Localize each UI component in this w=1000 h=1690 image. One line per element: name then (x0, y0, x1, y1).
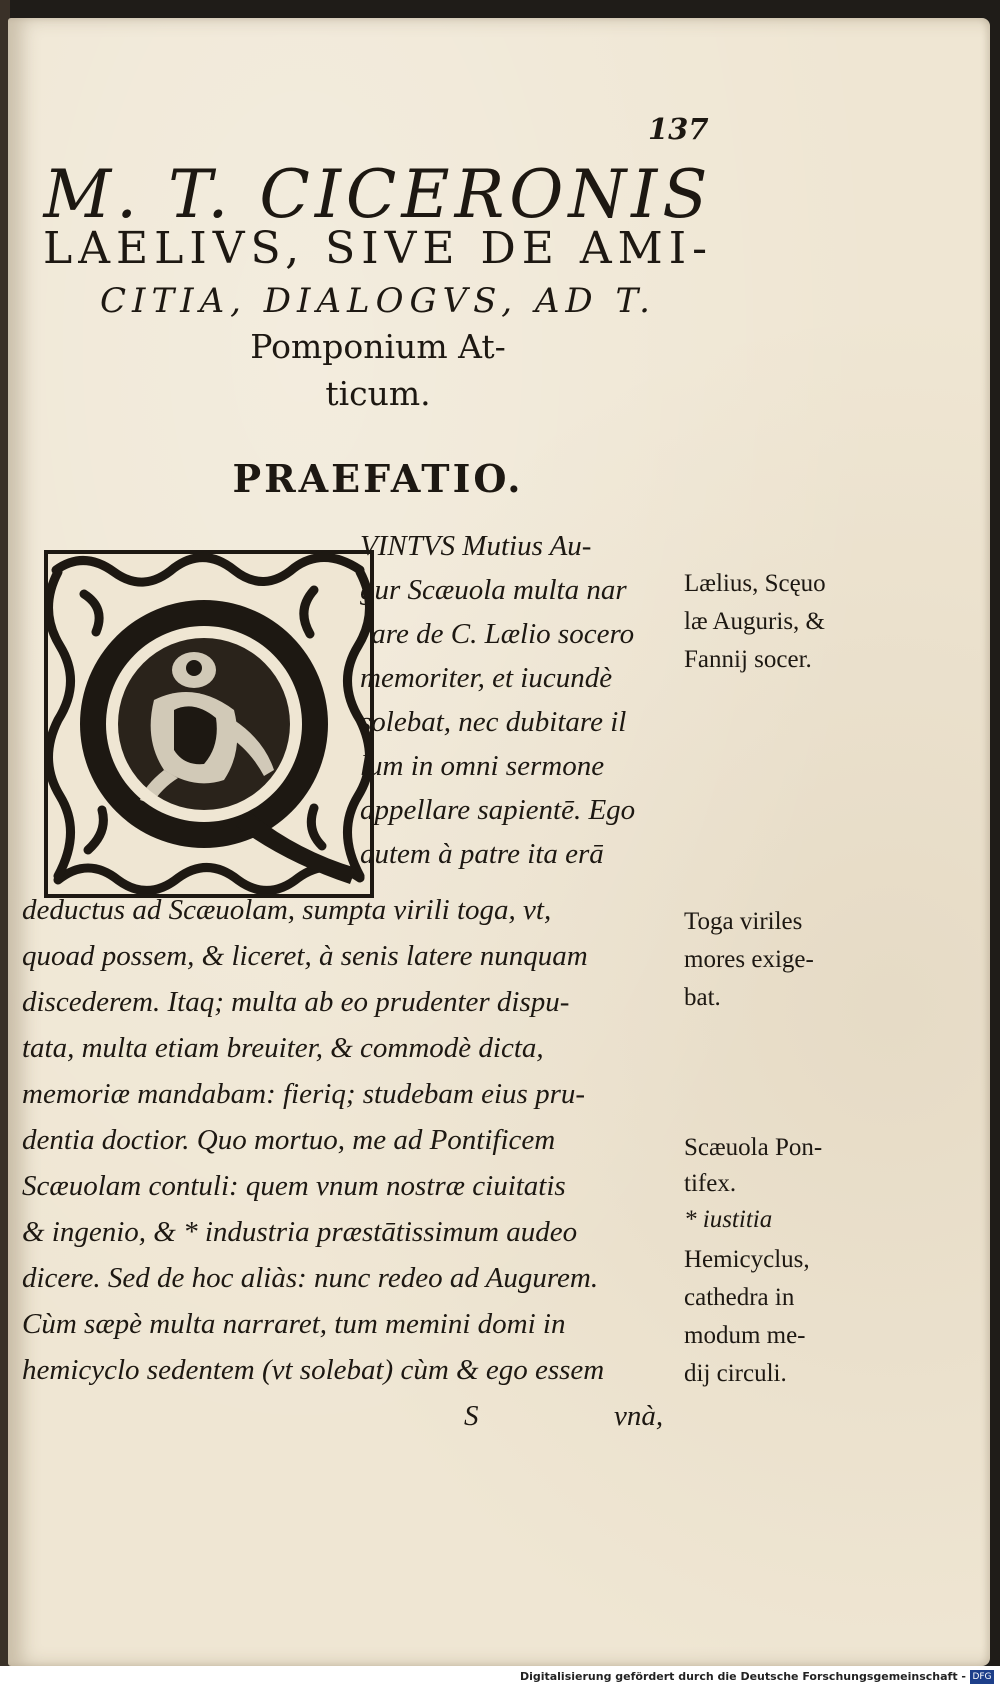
margin-note-line: * iustitia (684, 1206, 773, 1233)
body-line: & ingenio, & * industria præstātissimum audeo (22, 1216, 578, 1248)
title-line-3: CITIA, DIALOGVS, AD T. (100, 281, 656, 321)
margin-note-line: tifex. (684, 1170, 737, 1197)
body-line: dicere. Sed de hoc aliàs: nunc redeo ad Augurem. (22, 1262, 599, 1294)
body-line: Scæuolam contuli: quem vnum nostræ ciuitatis (22, 1170, 566, 1202)
margin-note-line: Lælius, Scęuo (684, 570, 826, 597)
signature-mark: S (464, 1400, 479, 1432)
body-line: gur Scæuola multa nar (360, 574, 627, 606)
margin-note-line: Hemicyclus, (684, 1246, 810, 1273)
body-line: tata, multa etiam breuiter, & commodè dicta, (22, 1032, 544, 1064)
body-line: deductus ad Scæuolam, sumpta virili toga, vt, (22, 894, 552, 926)
body-line: VINTVS Mutius Au- (360, 530, 592, 562)
margin-note-line: læ Auguris, & (684, 608, 825, 635)
body-line: solebat, nec dubitare il (360, 706, 627, 738)
margin-note-line: Fannij socer. (684, 646, 812, 673)
catchword: vnà, (614, 1400, 664, 1432)
body-line: autem à patre ita erā (360, 838, 604, 870)
body-line: Cùm sæpè multa narraret, tum memini domi in (22, 1308, 566, 1340)
body-line: memoriæ mandabam: fieriq; studebam eius pru- (22, 1078, 586, 1110)
margin-note-line: Toga viriles (684, 908, 803, 935)
body-line: discederem. Itaq; multa ab eo prudenter dispu- (22, 986, 570, 1018)
body-line: lum in omni sermone (360, 750, 605, 782)
title-line-5: ticum. (325, 374, 431, 413)
body-line: dentia doctior. Quo mortuo, me ad Pontificem (22, 1124, 556, 1156)
margin-note-line: modum me- (684, 1322, 806, 1349)
title-line-2: LAELIVS, SIVE DE AMI- (43, 223, 713, 274)
margin-note-line: dij circuli. (684, 1360, 787, 1387)
margin-note-line: Scæuola Pon- (684, 1134, 823, 1161)
margin-note-line: bat. (684, 984, 721, 1011)
digitization-credit: Digitalisierung gefördert durch die Deutsche Forschungsgemeinschaft - (519, 1670, 966, 1683)
dfg-logo: DFG (970, 1670, 994, 1684)
drop-cap-woodcut (44, 550, 374, 898)
title-line-1: M. T. CICERONIS (43, 156, 713, 233)
margin-note-line: cathedra in (684, 1284, 795, 1311)
margin-note-line: mores exige- (684, 946, 814, 973)
body-line: rare de C. Lælio socero (360, 618, 635, 650)
body-line: quoad possem, & liceret, à senis latere nunquam (22, 940, 588, 972)
book-page (8, 18, 990, 1666)
body-line: appellare sapientē. Ego (360, 794, 636, 826)
title-line-4: Pomponium At- (250, 327, 506, 366)
section-heading: PRAEFATIO. (232, 456, 524, 501)
body-line: hemicyclo sedentem (vt solebat) cùm & ego essem (22, 1354, 605, 1386)
body-line: memoriter, et iucundè (360, 662, 613, 694)
page-number: 137 (648, 112, 709, 146)
